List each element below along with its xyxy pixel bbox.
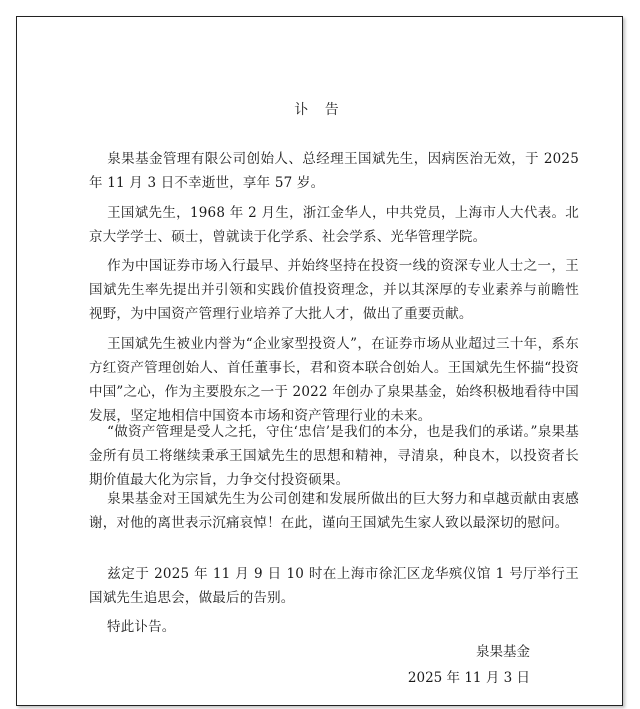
document-title: 讣 告 <box>294 102 345 118</box>
document-sheet <box>16 16 623 706</box>
signature-organization: 泉果基金 <box>476 644 530 660</box>
paragraph-announcement: 泉果基金管理有限公司创始人、总经理王国斌先生，因病医治无效，于 2025 年 11 月 3 日不幸逝世，享年 57 岁。 <box>89 151 579 191</box>
paragraph-condolence: 泉果基金对王国斌先生为公司创建和发展所做出的巨大努力和卓越贡献由衷感谢，对他的离世表示沉痛哀悼！在此，谨向王国斌先生家人致以最深切的慰问。 <box>89 491 579 531</box>
paragraph-contribution: 作为中国证券市场入行最早、并始终坚持在投资一线的资深专业人士之一，王国斌先生率先提出并引领和实践价值投资理念，并以其深厚的专业素养与前瞻性视野，为中国资产管理行业培养了大批人才，做出了重要贡献。 <box>89 258 579 322</box>
paragraph-closing: 特此讣告。 <box>107 619 176 635</box>
paragraph-memorial: 兹定于 2025 年 11 月 9 日 10 时在上海市徐汇区龙华殡仪馆 1 号厅举行王国斌先生追思会，做最后的告别。 <box>89 566 579 606</box>
signature-date: 2025 年 11 月 3 日 <box>407 670 530 686</box>
paragraph-quote: “做资产管理是受人之托，守住‘忠信’是我们的本分，也是我们的承诺。”泉果基金所有员工将继续秉承王国斌先生的思想和精神，寻清泉，种良木，以投资者长期价值最大化为宗旨，力争交付投资硕果。 <box>89 424 579 488</box>
paragraph-career: 王国斌先生被业内誉为“企业家型投资人”，在证券市场从业超过三十年，系东方红资产管理创始人、首任董事长，君和资本联合创始人。王国斌先生怀揣“投资中国”之心，作为主要股东之一于 2022 年创办了泉果基金，始终积极地看待中国发展，坚定地相信中国资本市场和资产管理行业的未来。 <box>89 336 579 424</box>
paragraph-biography: 王国斌先生，1968 年 2 月生，浙江金华人，中共党员，上海市人大代表。北京大学学士、硕士，曾就读于化学系、社会学系、光华管理学院。 <box>89 205 579 245</box>
